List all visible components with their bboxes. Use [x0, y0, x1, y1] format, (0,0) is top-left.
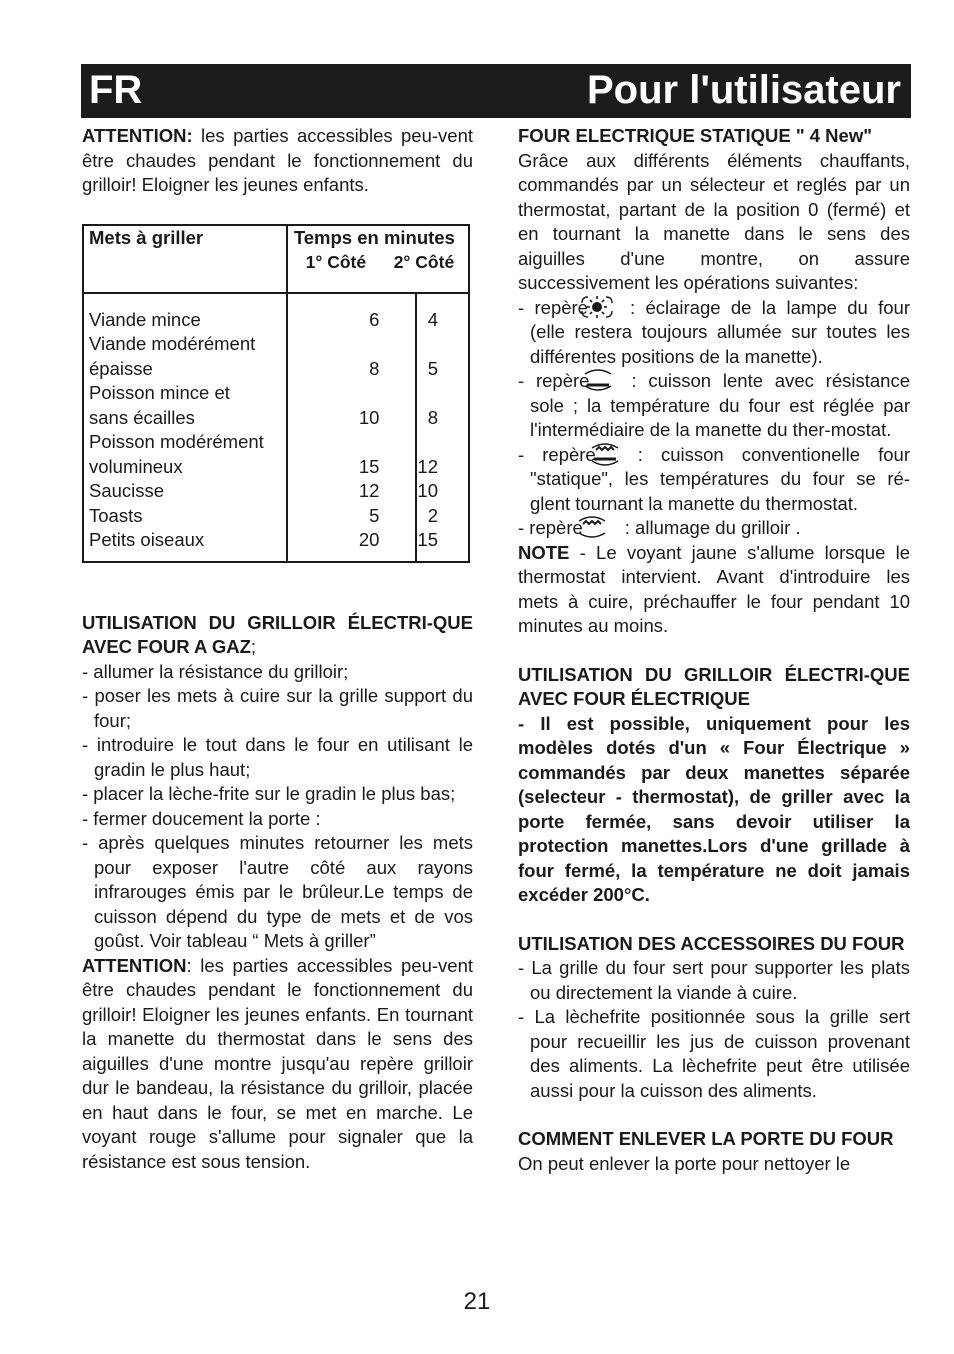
note-text: - Le voyant jaune s'allume lorsque le thermostat intervient. Avant d'introduire les mets à cuire, préchauffer le four pendant 10 minutes au moins. [518, 541, 910, 636]
attention2-text: : les parties accessibles peu-vent être chaudes pendant le fonctionnement du grilloir! Eloigner les jeunes enfants. En tournant la manette du thermostat dans le sens des aiguilles d'une montre jusqu'au repère grilloir dur le bandeau, la résistance du grilloir, placée en haut dans le four, se met en marche. Le voyant rouge s'allume pour signaler que la résistance est sous tension. [82, 954, 473, 1172]
gas-instructions-list [82, 660, 473, 954]
sub-header-2: 2° Côté [393, 252, 455, 272]
attention2-label: ATTENTION [82, 954, 187, 976]
cell-dish: Petits oiseaux [84, 528, 287, 561]
cell-dish: épaisse [84, 357, 287, 382]
accessories-heading: UTILISATION DES ACCESSOIRES DU FOUR [518, 932, 905, 954]
cell-dish: sans écailles [84, 406, 287, 431]
cell-side-1: 6 [287, 293, 417, 333]
page-header [81, 64, 911, 118]
static-oven-intro: Grâce aux différents éléments chauffants, commandés par un sélecteur et reglés par un thermostat, partant de la position 0 (fermé) et en tournant la manette dans le sens des aiguilles d'une montre, on assure successivement les opérations suivantes: [518, 149, 910, 293]
table-row [84, 479, 468, 504]
repere-prefix: - repère [518, 296, 588, 318]
page-title: Pour l'utilisateur [586, 68, 901, 112]
cell-side-1: 15 [287, 455, 417, 480]
electric-grill-text: - Il est possible, uniquement pour les modèles dotés d'un « Four Électrique » commandés par deux manettes séparée (selecteur - thermostat), de griller avec la porte fermée, sans devoir utiliser la protection manettes.Lors d'une grillade à four fermé, la température ne doit jamais excéder 200°C. [518, 712, 910, 905]
cell-side-1: 10 [287, 406, 417, 431]
note-label: NOTE [518, 541, 570, 563]
list-item: - introduire le tout dans le four en utilisant le gradin le plus haut; [82, 734, 473, 780]
grill-icon [587, 515, 621, 539]
table-body [84, 293, 468, 561]
list-item [518, 296, 910, 370]
list-item: - placer la lèche-frite sur le gradin le plus bas; [82, 783, 456, 804]
sub-header-1: 1° Côté [305, 252, 367, 272]
cell-side-2 [416, 430, 468, 455]
cell-side-1: 5 [287, 504, 417, 529]
electric-grill-heading: UTILISATION DU GRILLOIR ÉLECTRI-QUE AVEC FOUR ÉLECTRIQUE [518, 663, 910, 709]
cell-dish: Toasts [84, 504, 287, 529]
cell-side-2: 8 [427, 406, 438, 428]
static-oven-heading: FOUR ELECTRIQUE STATIQUE " 4 New" [518, 125, 872, 146]
cell-side-1 [287, 332, 417, 357]
bottom-heat-icon [593, 368, 627, 392]
cell-side-2: 5 [427, 357, 438, 379]
cell-dish: Poisson mince et [84, 381, 287, 406]
repere-prefix: - repère [518, 370, 590, 391]
list-item: - poser les mets à cuire sur la grille support du four; [82, 685, 473, 731]
left-column [82, 124, 473, 1174]
list-item: - fermer doucement la porte : [82, 807, 321, 829]
table-row [84, 381, 468, 406]
list-item: - La lèchefrite positionnée sous la grille sert pour recueillir les jus de cuisson provenant des aliments. La lèchefrite peut être utilisée aussi pour la cuisson des aliments. [518, 1006, 910, 1101]
cell-side-1: 12 [287, 479, 417, 504]
note-paragraph [518, 541, 910, 639]
list-item: - La grille du four sert pour supporter les plats ou directement la viande à cuire. [518, 957, 910, 1003]
repere-text: : cuisson lente avec résistance sole ; la température du four est réglée par l'intermédiaire de la manette du ther-mostat. [530, 370, 910, 440]
attention-text: les parties accessibles peu-vent être chaudes pendant le fonctionnement du grilloir! Eloigner les jeunes enfants. [82, 125, 473, 195]
cell-dish: Poisson modérément [84, 430, 287, 455]
door-text: On peut enlever la porte pour nettoyer le [518, 1152, 851, 1174]
cell-dish: Viande mince [84, 293, 287, 333]
cell-side-2 [416, 381, 468, 406]
cell-dish: Viande modérément [84, 332, 287, 357]
table-header-time [287, 226, 468, 293]
repere-prefix: - repère [518, 517, 583, 538]
cell-dish: Saucisse [84, 479, 287, 504]
repere-text: : allumage du grilloir . [624, 517, 801, 538]
cell-side-1 [287, 430, 417, 455]
door-heading: COMMENT ENLEVER LA PORTE DU FOUR [518, 1128, 894, 1149]
cell-side-2: 12 [417, 455, 438, 477]
cell-dish: volumineux [84, 455, 287, 480]
gas-grill-heading [82, 611, 473, 660]
cell-side-2: 4 [427, 308, 438, 330]
cell-side-2: 15 [417, 529, 438, 550]
page-number: 21 [463, 1288, 491, 1315]
attention-label: ATTENTION: [82, 125, 193, 146]
table-header-dish [84, 226, 287, 293]
gas-heading-text: UTILISATION DU GRILLOIR ÉLECTRI-QUE AVEC FOUR A GAZ [82, 611, 473, 657]
top-bottom-heat-icon [600, 442, 634, 466]
oven-functions-list [518, 296, 910, 541]
cell-side-2: 2 [427, 504, 438, 526]
right-column [518, 124, 910, 1176]
attention-paragraph-1 [82, 124, 473, 198]
list-item: - allumer la résistance du grilloir; [82, 660, 349, 682]
cell-side-2 [416, 332, 468, 357]
table-row [84, 430, 468, 455]
table-row [84, 332, 468, 357]
sub-headers [288, 250, 468, 275]
table-row [84, 357, 468, 382]
accessories-list [518, 956, 910, 1103]
table-row [84, 293, 468, 333]
table-row [84, 455, 468, 480]
cell-side-1: 8 [287, 357, 417, 382]
cell-side-2: 10 [417, 480, 438, 501]
list-item [518, 516, 910, 541]
cell-side-1: 20 [287, 528, 417, 561]
list-item: - après quelques minutes retourner les mets pour exposer l'autre côté aux rayons infrarouges émis par le brûleur.Le temps de cuisson dépend du type de mets et de vos goûst. Voir tableau “ Mets à griller” [82, 832, 473, 951]
list-item [518, 369, 910, 443]
repere-text: : éclairage de la lampe du four (elle restera toujours allumée sur toutes les différentes positions de la manette). [530, 296, 911, 367]
cell-side-1 [287, 381, 417, 406]
language-label: FR [89, 68, 143, 112]
col2-header: Temps en minutes [293, 226, 455, 248]
repere-text: : cuisson conventionelle four "statique", les températures du four se ré-glent tournant la manette du thermostat. [530, 443, 910, 514]
gas-heading-tail: ; [250, 636, 257, 657]
table-row [84, 504, 468, 529]
col1-header: Mets à griller [89, 226, 204, 248]
lamp-icon [592, 295, 626, 319]
table-row [84, 528, 468, 561]
grill-times-table [82, 224, 470, 563]
table-row [84, 406, 468, 431]
list-item [518, 443, 910, 517]
repere-prefix: - repère [518, 443, 596, 465]
attention-paragraph-2 [82, 954, 473, 1175]
